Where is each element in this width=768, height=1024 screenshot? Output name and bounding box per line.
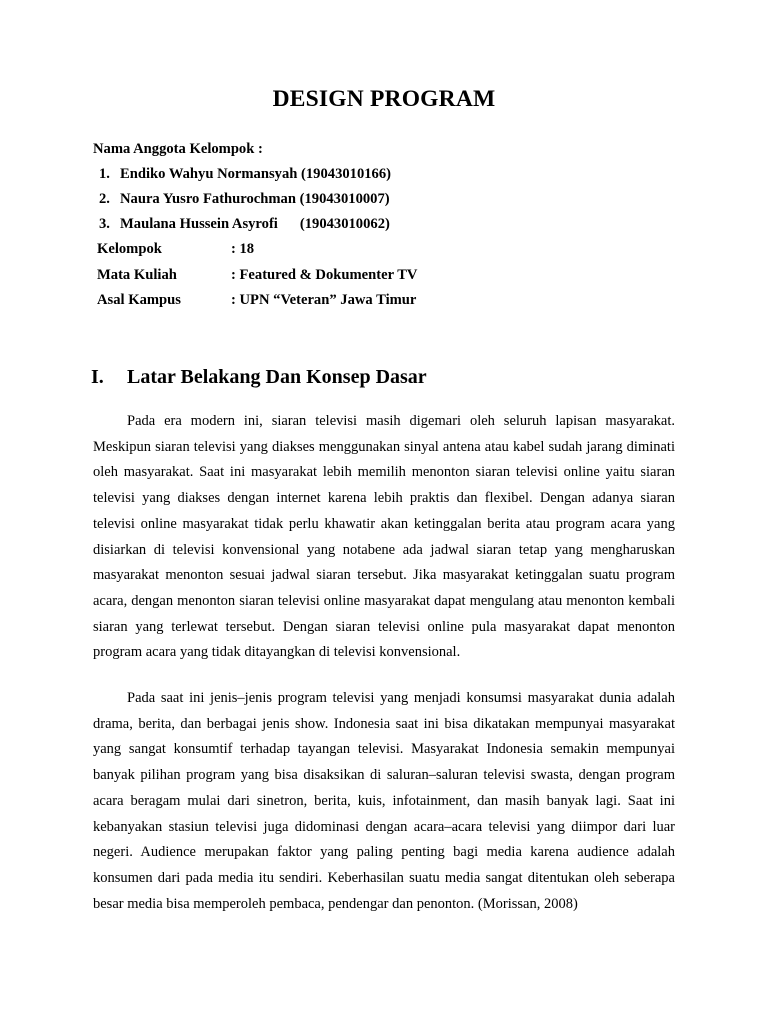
- member-name: Naura Yusro Fathurochman: [120, 191, 296, 207]
- document-title: DESIGN PROGRAM: [272, 86, 496, 112]
- member-item: [99, 216, 390, 233]
- info-value: : Featured & Dokumenter TV: [231, 267, 418, 283]
- info-row-mata-kuliah: [97, 267, 417, 284]
- section-number: I.: [91, 366, 104, 388]
- member-id: (19043010166): [301, 166, 392, 182]
- body-paragraph: [93, 409, 675, 666]
- member-number: 2.: [99, 191, 110, 207]
- info-value: : 18: [231, 241, 255, 257]
- member-number: 1.: [99, 166, 110, 182]
- info-label: Mata Kuliah: [97, 267, 177, 283]
- body-paragraph: [93, 686, 675, 917]
- members-heading: Nama Anggota Kelompok :: [93, 141, 263, 157]
- info-value: : UPN “Veteran” Jawa Timur: [231, 292, 417, 308]
- member-item: [99, 166, 391, 183]
- info-row-asal-kampus: [97, 292, 416, 309]
- member-id: (19043010007): [299, 191, 390, 207]
- member-name: Endiko Wahyu Normansyah: [120, 166, 298, 182]
- member-id: (19043010062): [299, 216, 390, 232]
- section-heading: [91, 366, 427, 389]
- section-title: Latar Belakang Dan Konsep Dasar: [127, 366, 427, 388]
- info-label: Asal Kampus: [97, 292, 181, 308]
- member-item: [99, 191, 390, 208]
- member-number: 3.: [99, 216, 110, 232]
- info-row-kelompok: [97, 241, 254, 258]
- info-label: Kelompok: [97, 241, 162, 257]
- paragraph-text: Pada era modern ini, siaran televisi masih digemari oleh seluruh lapisan masyarakat. Meskipun siaran televisi yang diakses menggunakan sinyal antena atau kabel sudah jarang diminati oleh masyarakat. Saat ini masyarakat lebih memilih menonton siaran televisi online yaitu siaran televisi yang diakses dengan internet karena lebih praktis dan flexibel. Dengan adanya siaran televisi online masyarakat tidak perlu khawatir akan ketinggalan berita atau program acara yang disiarkan di televisi konvensional yang notabene ada jadwal siaran tetap yang mengharuskan masyarakat menonton sesuai jadwal siaran tersebut. Jika masyarakat ketinggalan suatu program acara, dengan menonton siaran televisi online masyarakat dapat mengulang atau menonton kembali siaran yang terlewat tersebut. Dengan siaran televisi online pula masyarakat dapat menonton program acara yang tidak ditayangkan di televisi konvensional.: [93, 413, 675, 661]
- member-name: Maulana Hussein Asyrofi: [120, 216, 278, 232]
- paragraph-text: Pada saat ini jenis–jenis program televisi yang menjadi konsumsi masyarakat dunia adalah drama, berita, dan berbagai jenis show. Indonesia saat ini bisa dikatakan mempunyai masyarakat yang sangat konsumtif terhadap tayangan televisi. Masyarakat Indonesia semakin mempunyai banyak pilihan program yang bisa disaksikan di saluran–saluran televisi swasta, dengan program acara beragam mulai dari sinetron, berita, kuis, infotainment, dan masih banyak lagi. Saat ini kebanyakan stasiun televisi juga didominasi dengan acara–acara televisi yang diimpor dari luar negeri. Audience merupakan faktor yang paling penting bagi media karena audience adalah konsumen dari pada media itu sendiri. Keberhasilan suatu media sangat ditentukan oleh seberapa besar media bisa memperoleh pembaca, pendengar dan penonton. (Morissan, 2008): [93, 690, 675, 912]
